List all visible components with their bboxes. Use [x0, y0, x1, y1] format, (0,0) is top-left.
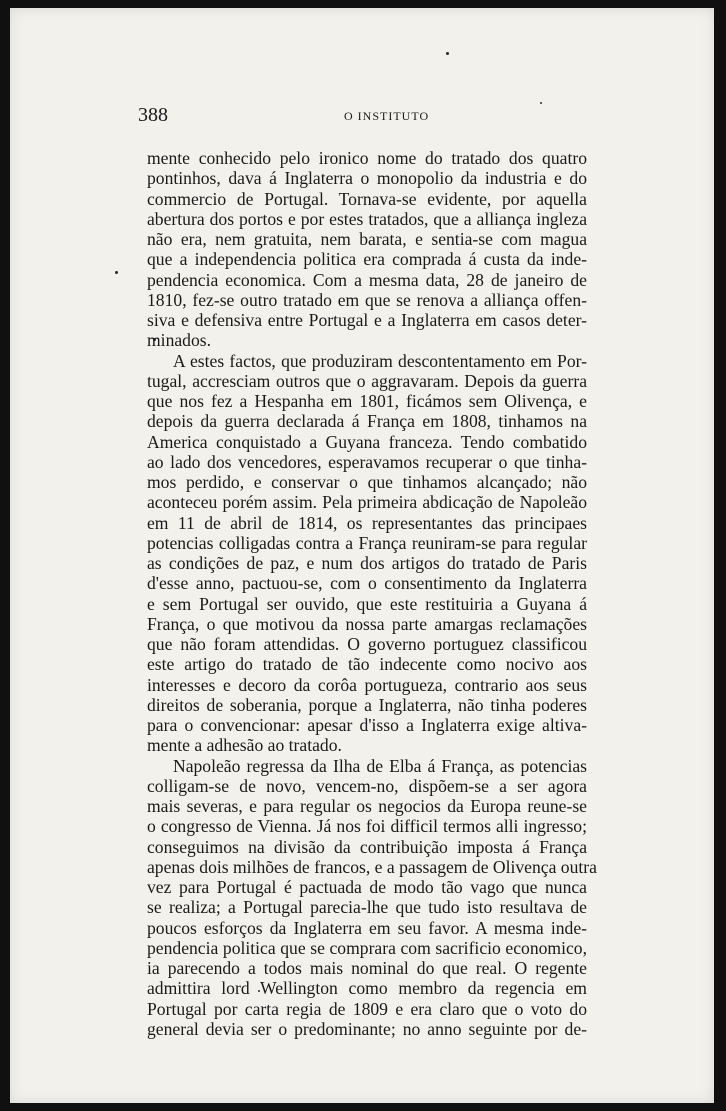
- text-line: interesses e decoro da corôa portugueza, contrario aos seus: [147, 674, 587, 695]
- text-line: mente conhecido pelo ironico nome do tratado dos quatro: [147, 148, 587, 168]
- text-line: 1810, fez-se outro tratado em que se renova a alliança offen-: [147, 289, 587, 310]
- text-line: que nos fez a Hespanha em 1801, ficámos sem Olivença, e: [147, 391, 587, 411]
- ink-speck: [446, 52, 449, 55]
- text-line: tugal, accresciam outros que o aggravaram. Depois da guerra: [147, 370, 587, 391]
- text-line: pendencia politica que se comprara com sacrificio economico,: [147, 937, 587, 958]
- text-line: direitos de soberania, porque a Inglaterra, não tinha poderes: [147, 694, 587, 715]
- text-line: vez para Portugal é pactuada de modo tão vago que nunca: [147, 877, 587, 897]
- text-line: que não foram attendidas. O governo portuguez classificou: [147, 634, 587, 654]
- body-text: [147, 148, 597, 1039]
- text-line: que a independencia politica era comprada á custa da inde-: [147, 249, 587, 270]
- page-header: [138, 103, 578, 129]
- text-line: em 11 de abril de 1814, os representantes das principaes: [147, 512, 587, 533]
- text-line: America conquistado a Guyana franceza. Tendo combatido: [147, 431, 587, 452]
- text-line: este artigo do tratado de tão indecente como nocivo aos: [147, 654, 587, 675]
- text-line: se realiza; a Portugal parecia-lhe que tudo isto resultava de: [147, 897, 587, 918]
- text-line: aconteceu porém assim. Pela primeira abdicação de Napoleão: [147, 492, 587, 513]
- text-line: potencias colligadas contra a França reuniram-se para regular: [147, 532, 587, 553]
- text-line: mos perdido, e conservar o que tinhamos alcançado; não: [147, 472, 587, 492]
- ink-speck: [115, 271, 118, 274]
- text-line: apenas dois milhões de francos, e a passagem de Olivença outra: [147, 856, 597, 877]
- page-number: 388: [138, 104, 168, 126]
- text-line: A estes factos, que produziram descontentamento em Por-: [173, 350, 587, 371]
- text-line: as condições de paz, e num dos artigos do tratado de Paris: [147, 553, 587, 573]
- text-line: Napoleão regressa da Ilha de Elba á França, as potencias: [173, 755, 587, 776]
- text-line: colligam-se de novo, vencem-no, dispõem-se a ser agora: [147, 775, 587, 796]
- text-line: Portugal por carta regia de 1809 e era claro que o voto do: [147, 998, 587, 1019]
- text-line: minados.: [147, 330, 212, 351]
- text-line: admittira lord Wellington como membro da regencia em: [147, 978, 587, 999]
- text-line: ia parecendo a todos mais nominal do que real. O regente: [147, 958, 587, 978]
- text-line: ao lado dos vencedores, esperavamos recuperar o que tinha-: [147, 451, 587, 472]
- text-line: para o convencionar: apesar d'isso a Inglaterra exige altiva-: [147, 715, 587, 735]
- text-line: pontinhos, dava á Inglaterra o monopolio da industria e do: [147, 168, 587, 189]
- text-line: poucos esforços da Inglaterra em seu favor. A mesma inde-: [147, 917, 587, 938]
- text-line: não era, nem gratuita, nem barata, e sentia-se com magua: [147, 229, 587, 249]
- text-line: depois da guerra declarada á França em 1808, tinhamos na: [147, 411, 587, 432]
- text-line: siva e defensiva entre Portugal e a Inglaterra em casos deter-: [147, 310, 587, 330]
- text-line: França, o que motivou da nossa parte amargas reclamações: [147, 613, 587, 634]
- text-line: conseguimos na divisão da contribuição imposta á França: [147, 836, 587, 857]
- text-line: general devia ser o predominante; no anno seguinte por de-: [147, 1018, 587, 1039]
- text-line: mente a adhesão ao tratado.: [147, 735, 342, 756]
- text-line: pendencia economica. Com a mesma data, 28 de janeiro de: [147, 269, 587, 290]
- running-title: O INSTITUTO: [344, 109, 430, 123]
- text-line: d'esse anno, pactuou-se, com o consentimento da Inglaterra: [147, 573, 587, 594]
- text-line: e sem Portugal ser ouvido, que este restituiria a Guyana á: [147, 593, 587, 614]
- text-line: abertura dos portos e por estes tratados, que a alliança ingleza: [147, 208, 587, 229]
- text-line: commercio de Portugal. Tornava-se evidente, por aquella: [147, 188, 587, 209]
- text-line: mais severas, e para regular os negocios da Europa reune-se: [147, 796, 587, 816]
- text-line: o congresso de Vienna. Já nos foi difficil termos alli ingresso;: [147, 816, 587, 837]
